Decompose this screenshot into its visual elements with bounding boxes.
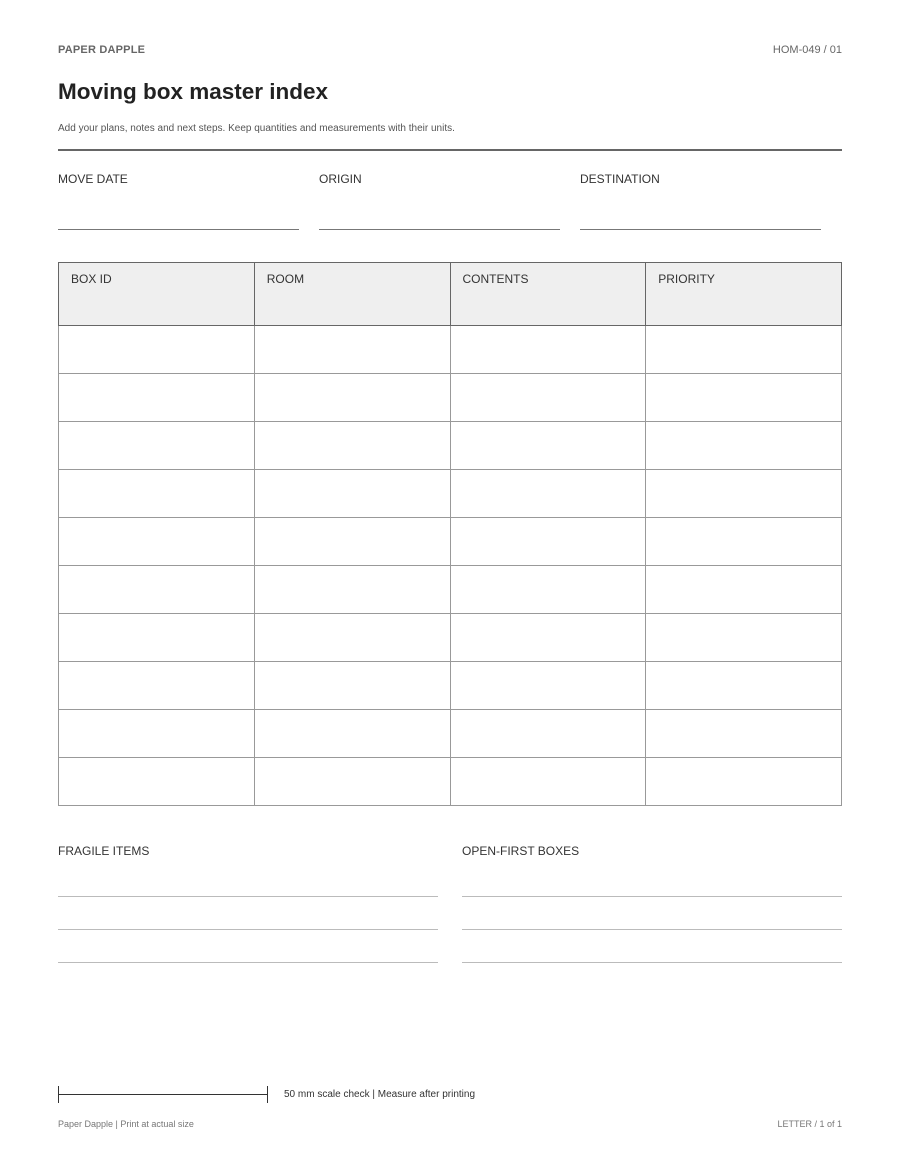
- header-divider: [58, 149, 842, 151]
- column-header-priority: PRIORITY: [646, 263, 842, 326]
- table-header-row: [59, 263, 842, 326]
- box-index-table: [58, 262, 842, 806]
- cell-priority[interactable]: [646, 758, 842, 806]
- cell-priority[interactable]: [646, 374, 842, 422]
- cell-box-id[interactable]: [59, 326, 255, 374]
- scale-check-label: 50 mm scale check | Measure after printing: [284, 1089, 476, 1100]
- table-row: [59, 758, 842, 806]
- cell-contents[interactable]: [450, 662, 646, 710]
- fragile-items-line[interactable]: [58, 896, 438, 897]
- cell-contents[interactable]: [450, 422, 646, 470]
- scale-check-bar: [58, 1086, 268, 1102]
- fragile-items-line[interactable]: [58, 962, 438, 963]
- table-row: [59, 566, 842, 614]
- cell-room[interactable]: [254, 374, 450, 422]
- cell-box-id[interactable]: [59, 662, 255, 710]
- origin-line: [319, 229, 560, 230]
- move-date-field[interactable]: [58, 172, 299, 186]
- column-header-box-id: BOX ID: [59, 263, 255, 326]
- cell-priority[interactable]: [646, 662, 842, 710]
- table-row: [59, 326, 842, 374]
- fragile-items-line[interactable]: [58, 929, 438, 930]
- table-row: [59, 614, 842, 662]
- cell-box-id[interactable]: [59, 710, 255, 758]
- cell-contents[interactable]: [450, 758, 646, 806]
- cell-contents[interactable]: [450, 566, 646, 614]
- fragile-items-label: FRAGILE ITEMS: [58, 844, 150, 858]
- cell-priority[interactable]: [646, 422, 842, 470]
- table-row: [59, 710, 842, 758]
- cell-contents[interactable]: [450, 470, 646, 518]
- cell-box-id[interactable]: [59, 758, 255, 806]
- cell-room[interactable]: [254, 614, 450, 662]
- cell-box-id[interactable]: [59, 374, 255, 422]
- column-header-room: ROOM: [254, 263, 450, 326]
- origin-label: ORIGIN: [319, 172, 362, 186]
- document-code: HOM-049 / 01: [772, 44, 842, 56]
- column-header-contents: CONTENTS: [450, 263, 646, 326]
- cell-priority[interactable]: [646, 518, 842, 566]
- cell-box-id[interactable]: [59, 470, 255, 518]
- open-first-boxes-line[interactable]: [462, 962, 842, 963]
- cell-room[interactable]: [254, 758, 450, 806]
- cell-room[interactable]: [254, 566, 450, 614]
- destination-label: DESTINATION: [580, 172, 660, 186]
- scale-tick-end: [267, 1086, 268, 1103]
- scale-bar-line: [58, 1094, 268, 1095]
- open-first-boxes-line[interactable]: [462, 929, 842, 930]
- fragile-items-section: [58, 844, 438, 858]
- page-subtitle: Add your plans, notes and next steps. Keep quantities and measurements with their units.: [58, 123, 455, 134]
- cell-contents[interactable]: [450, 710, 646, 758]
- cell-priority[interactable]: [646, 566, 842, 614]
- cell-room[interactable]: [254, 662, 450, 710]
- footer-page-info: LETTER / 1 of 1: [777, 1119, 842, 1129]
- scale-tick-start: [58, 1086, 59, 1103]
- move-date-label: MOVE DATE: [58, 172, 128, 186]
- table-body: [59, 326, 842, 806]
- cell-room[interactable]: [254, 470, 450, 518]
- table-row: [59, 374, 842, 422]
- brand-name: PAPER DAPPLE: [58, 44, 146, 56]
- cell-contents[interactable]: [450, 614, 646, 662]
- table-row: [59, 518, 842, 566]
- cell-priority[interactable]: [646, 470, 842, 518]
- open-first-boxes-label: OPEN-FIRST BOXES: [462, 844, 580, 858]
- cell-contents[interactable]: [450, 374, 646, 422]
- table-row: [59, 422, 842, 470]
- cell-priority[interactable]: [646, 326, 842, 374]
- table-row: [59, 662, 842, 710]
- cell-box-id[interactable]: [59, 566, 255, 614]
- cell-box-id[interactable]: [59, 422, 255, 470]
- cell-box-id[interactable]: [59, 614, 255, 662]
- cell-box-id[interactable]: [59, 518, 255, 566]
- open-first-boxes-line[interactable]: [462, 896, 842, 897]
- footer-left-text: Paper Dapple | Print at actual size: [58, 1119, 194, 1129]
- destination-field[interactable]: [580, 172, 821, 186]
- cell-room[interactable]: [254, 518, 450, 566]
- cell-room[interactable]: [254, 422, 450, 470]
- table-row: [59, 470, 842, 518]
- cell-room[interactable]: [254, 710, 450, 758]
- cell-priority[interactable]: [646, 614, 842, 662]
- page-title: Moving box master index: [58, 79, 329, 104]
- origin-field[interactable]: [319, 172, 560, 186]
- destination-line: [580, 229, 821, 230]
- cell-contents[interactable]: [450, 326, 646, 374]
- cell-priority[interactable]: [646, 710, 842, 758]
- open-first-boxes-section: [462, 844, 842, 858]
- cell-contents[interactable]: [450, 518, 646, 566]
- cell-room[interactable]: [254, 326, 450, 374]
- move-date-line: [58, 229, 299, 230]
